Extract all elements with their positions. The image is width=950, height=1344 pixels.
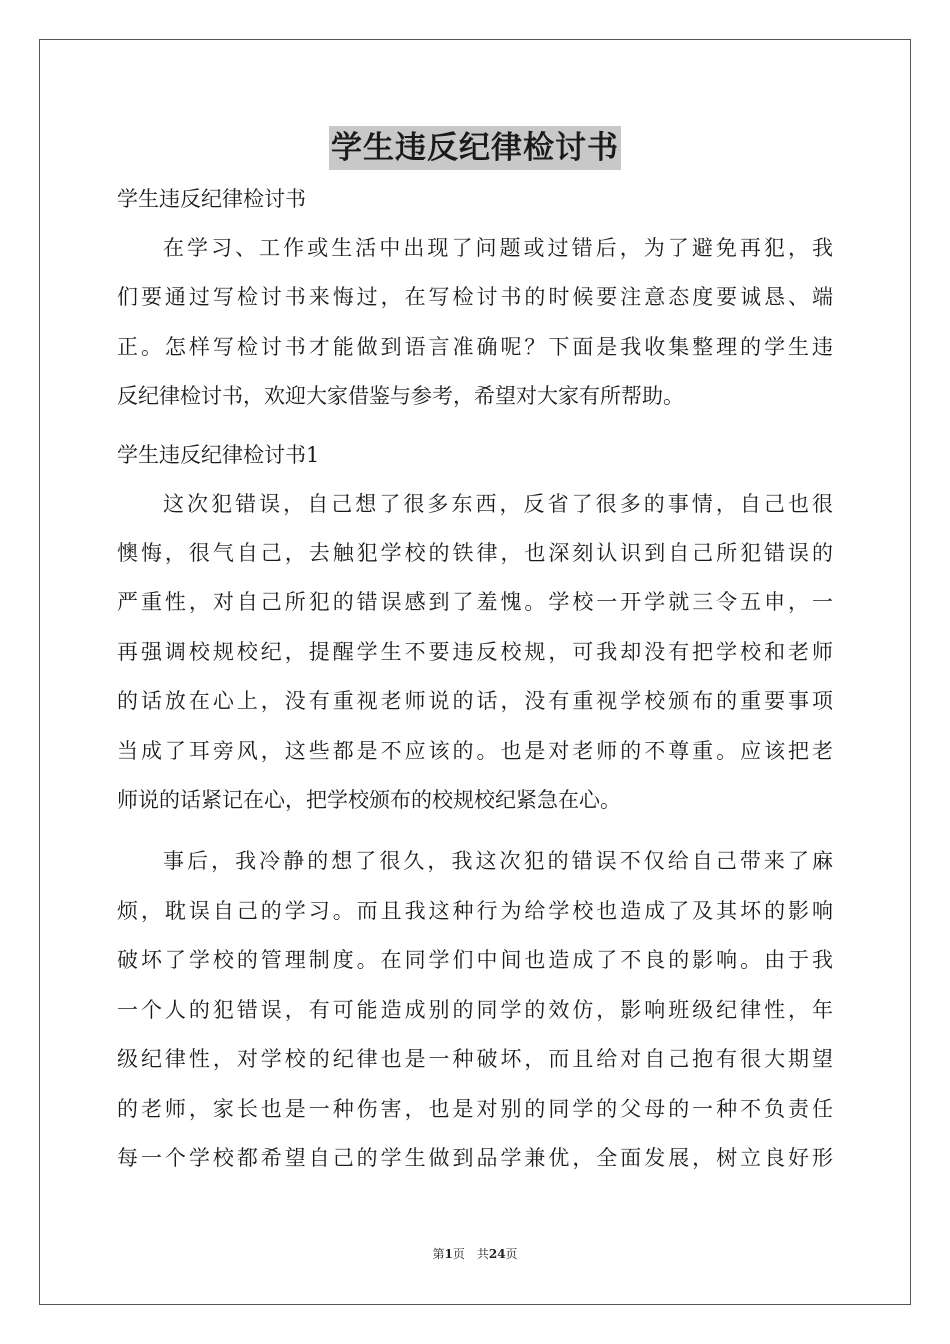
paragraph-line: 当成了耳旁风，这些都是不应该的。也是对老师的不尊重。应该把老 <box>117 738 833 763</box>
paragraph-line: 反纪律检讨书，欢迎大家借鉴与参考，希望对大家有所帮助。 <box>117 384 684 409</box>
total-pages: 24 <box>488 1247 506 1261</box>
total-prefix: 共 <box>476 1247 489 1261</box>
intro-paragraph <box>117 224 833 422</box>
paragraph-line: 再强调校规校纪，提醒学生不要违反校规，可我却没有把学校和老师 <box>117 639 833 664</box>
paragraph-line: 们要通过写检讨书来悔过，在写检讨书的时候要注意态度要诚恳、端 <box>117 285 833 310</box>
page-number <box>432 1247 464 1261</box>
document-subtitle: 学生违反纪律检讨书 <box>117 187 306 211</box>
paragraph-line: 的老师，家长也是一种伤害，也是对别的同学的父母的一种不负责任 <box>117 1096 833 1121</box>
section-heading: 学生违反纪律检讨书1 <box>117 442 320 467</box>
page-footer <box>0 1245 950 1262</box>
current-page: 1 <box>444 1247 453 1261</box>
paragraph-line: 烦，耽误自己的学习。而且我这种行为给学校也造成了及其坏的影响 <box>117 898 833 923</box>
body-paragraph-1 <box>117 480 833 826</box>
page-total <box>477 1247 518 1261</box>
document-title: 学生违反纪律检讨书 <box>329 126 621 170</box>
paragraph-line: 严重性，对自己所犯的错误感到了羞愧。学校一开学就三令五申，一 <box>117 590 833 615</box>
paragraph-line: 事后，我冷静的想了很久，我这次犯的错误不仅给自己带来了麻 <box>163 849 833 874</box>
document-body <box>117 178 833 1195</box>
paragraph-line: 懊悔，很气自己，去触犯学校的铁律，也深刻认识到自己所犯错误的 <box>117 541 833 566</box>
body-paragraph-2 <box>117 837 833 1183</box>
page-prefix: 第 <box>432 1247 445 1261</box>
paragraph-line: 在学习、工作或生活中出现了问题或过错后，为了避免再犯，我 <box>163 236 833 260</box>
paragraph-line: 级纪律性，对学校的纪律也是一种破坏，而且给对自己抱有很大期望 <box>117 1047 833 1072</box>
title-container <box>0 126 950 170</box>
paragraph-line: 破坏了学校的管理制度。在同学们中间也造成了不良的影响。由于我 <box>117 948 833 973</box>
paragraph-line: 师说的话紧记在心，把学校颁布的校规校纪紧急在心。 <box>117 788 621 813</box>
paragraph-line: 这次犯错误，自己想了很多东西，反省了很多的事情，自己也很 <box>163 491 833 516</box>
total-suffix: 页 <box>505 1247 518 1261</box>
paragraph-line: 正。怎样写检讨书才能做到语言准确呢？下面是我收集整理的学生违 <box>117 334 833 359</box>
paragraph-line: 每一个学校都希望自己的学生做到品学兼优，全面发展，树立良好形 <box>117 1145 833 1170</box>
page-suffix: 页 <box>452 1247 465 1261</box>
paragraph-line: 的话放在心上，没有重视老师说的话，没有重视学校颁布的重要事项 <box>117 689 833 714</box>
paragraph-line: 一个人的犯错误，有可能造成别的同学的效仿，影响班级纪律性，年 <box>117 997 833 1022</box>
